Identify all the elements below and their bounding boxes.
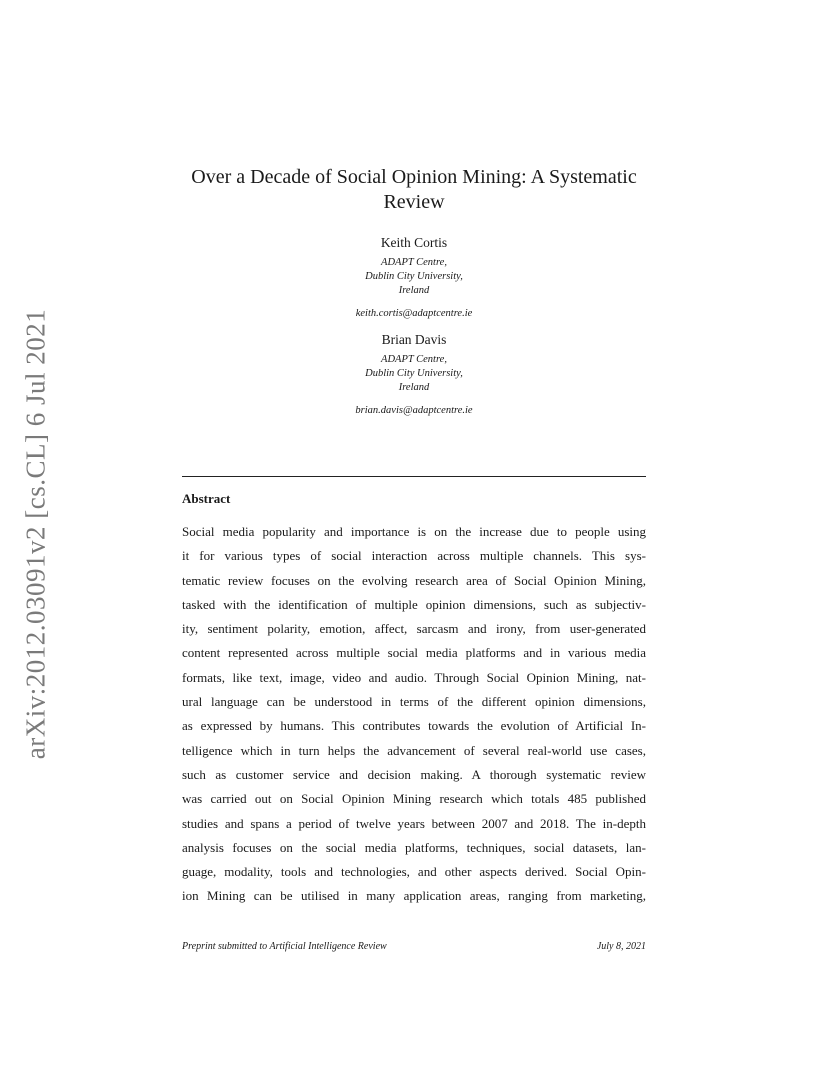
author-name: Brian Davis xyxy=(381,332,447,347)
affiliation-line: ADAPT Centre, xyxy=(381,354,447,365)
author-affiliation xyxy=(182,353,646,395)
abstract-line: analysis focuses on the social media platforms, techniques, social datasets, lan- xyxy=(182,839,646,855)
title-line: Review xyxy=(383,191,445,213)
author-affiliation xyxy=(182,256,646,298)
affiliation-line: Ireland xyxy=(398,285,430,296)
abstract-line: as expressed by humans. This contributes towards the evolution of Artificial In- xyxy=(182,718,646,734)
author-name: Keith Cortis xyxy=(380,235,448,250)
abstract-line: tasked with the identification of multiple opinion dimensions, such as subjectiv- xyxy=(182,596,646,612)
abstract-line: tematic review focuses on the evolving research area of Social Opinion Mining, xyxy=(182,572,646,588)
abstract-line: it for various types of social interaction across multiple channels. This sys- xyxy=(182,548,646,564)
affiliation-line: Ireland xyxy=(398,382,430,393)
abstract-line: Social media popularity and importance is on the increase due to people using xyxy=(182,524,646,539)
abstract-line: telligence which in turn helps the advancement of several real-world use cases, xyxy=(182,742,646,758)
preprint-note: Preprint submitted to Artificial Intelligence Review xyxy=(182,941,387,952)
footer-date: July 8, 2021 xyxy=(596,941,646,952)
abstract-line: ural language can be understood in terms of the different opinion dimensions, xyxy=(182,694,646,710)
abstract-line: content represented across multiple social media platforms and in various media xyxy=(182,645,646,661)
author-email: keith.cortis@adaptcentre.ie xyxy=(355,308,473,319)
abstract-line: guage, modality, tools and technologies, and other aspects derived. Social Opin- xyxy=(182,864,646,880)
abstract-line: such as customer service and decision making. A thorough systematic review xyxy=(182,766,646,782)
author-block-1 xyxy=(182,234,646,321)
abstract-line: ity, sentiment polarity, emotion, affect, sarcasm and irony, from user-generated xyxy=(182,621,646,637)
affiliation-line: Dublin City University, xyxy=(365,271,463,282)
arxiv-identifier-stamp: arXiv:2012.03091v2 [cs.CL] 6 Jul 2021 xyxy=(20,308,51,760)
author-email: brian.davis@adaptcentre.ie xyxy=(355,405,473,416)
author-block-2 xyxy=(182,331,646,418)
abstract-line: studies and spans a period of twelve years between 2007 and 2018. The in-depth xyxy=(182,815,646,831)
title-line: Over a Decade of Social Opinion Mining: A Systematic xyxy=(191,166,637,188)
abstract-line: formats, like text, image, video and audio. Through Social Opinion Mining, nat- xyxy=(182,669,646,685)
abstract-body xyxy=(182,520,646,909)
abstract-line: ion Mining can be utilised in many application areas, ranging from marketing, xyxy=(182,888,646,904)
abstract-divider-rule xyxy=(182,476,646,477)
abstract-line: was carried out on Social Opinion Mining research which totals 485 published xyxy=(182,791,646,807)
abstract-heading: Abstract xyxy=(182,491,231,506)
affiliation-line: ADAPT Centre, xyxy=(381,257,447,268)
affiliation-line: Dublin City University, xyxy=(365,368,463,379)
paper-title xyxy=(182,165,646,215)
